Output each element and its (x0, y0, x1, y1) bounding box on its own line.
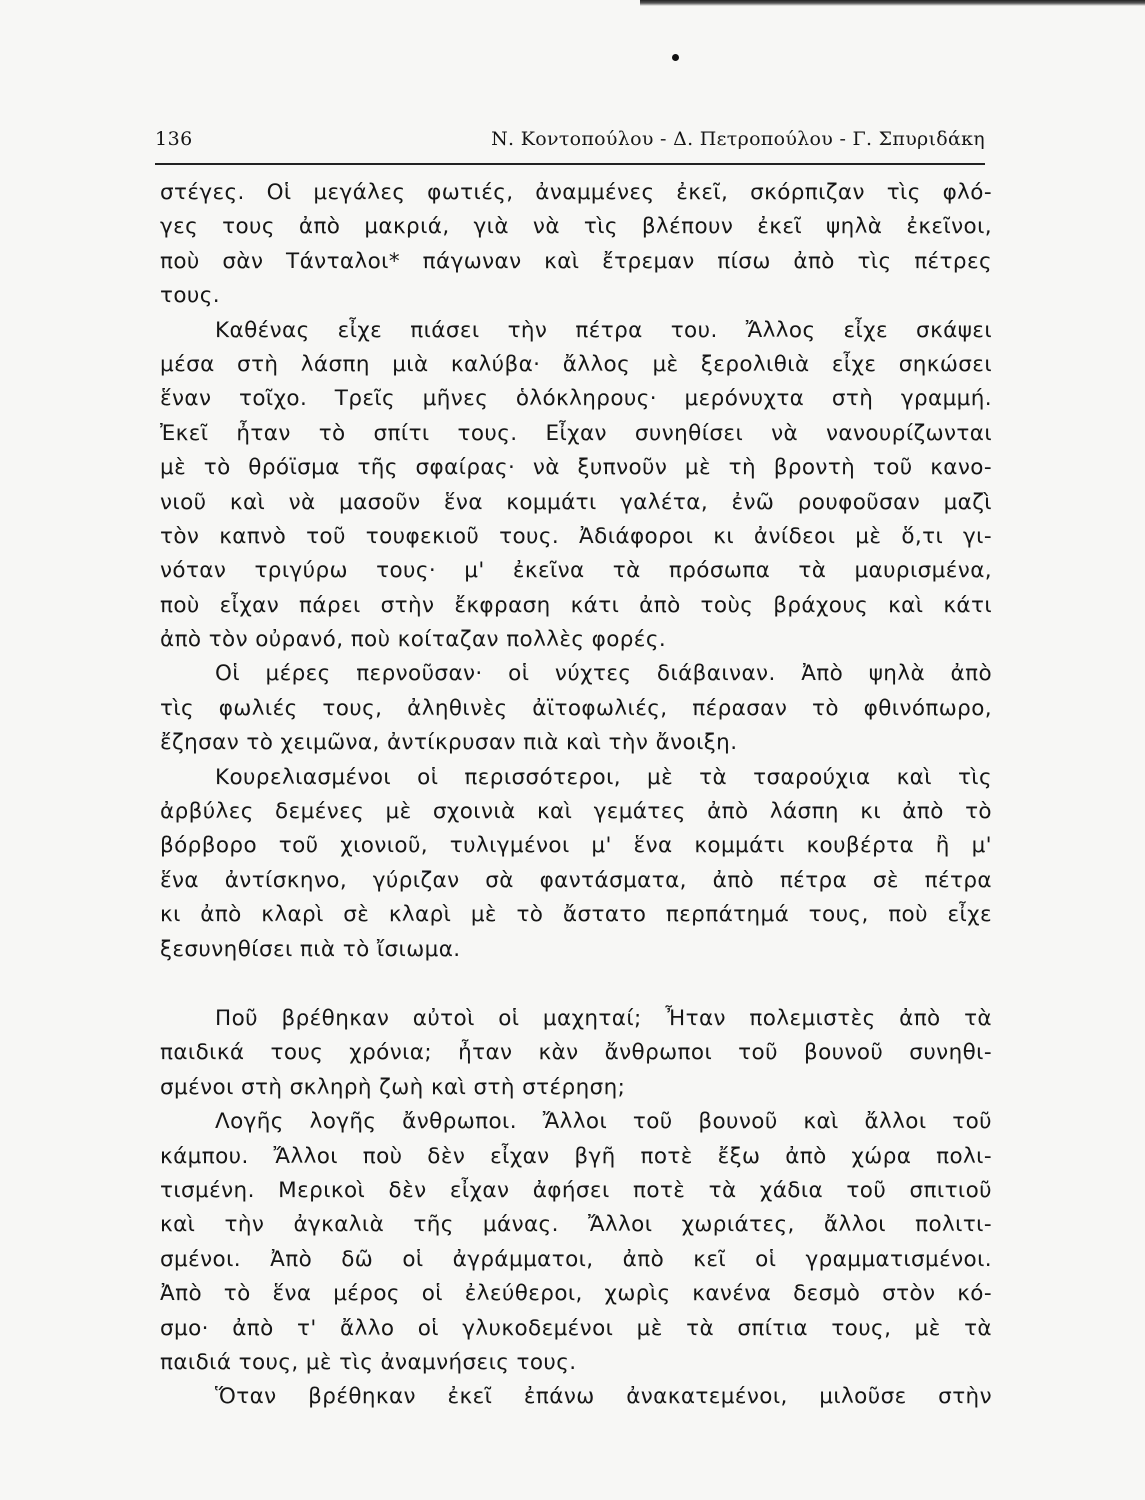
text-line: στέγες. Οἱ μεγάλες φωτιές, ἀναμμένες ἐκεῖ, σκόρπιζαν τὶς φλό- (160, 180, 992, 205)
paragraph (160, 1380, 992, 1414)
text-line: τισμένη. Μερικοὶ δὲν εἶχαν ἀφήσει ποτὲ τὰ χάδια τοῦ σπιτιοῦ (160, 1177, 992, 1203)
text-line: ξεσυνηθίσει πιὰ τὸ ἴσιωμα. (160, 936, 461, 962)
text-line: Ἐκεῖ ἦταν τὸ σπίτι τους. Εἶχαν συνηθίσει νὰ νανουρίζωνται (160, 420, 992, 446)
text-line: ἕναν τοῖχο. Τρεῖς μῆνες ὁλόκληρους· μερόνυχτα στὴ γραμμή. (160, 386, 992, 412)
text-line: ἔζησαν τὸ χειμῶνα, ἀντίκρυσαν πιὰ καὶ τὴν ἄνοιξη. (160, 730, 738, 756)
text-line: τους. (160, 283, 220, 309)
text-line: Κουρελιασμένοι οἱ περισσότεροι, μὲ τὰ τσαρούχια καὶ τὶς (215, 764, 992, 790)
text-line: ἀρβύλες δεμένες μὲ σχοινιὰ καὶ γεμάτες ἀπὸ λάσπη κι ἀπὸ τὸ (160, 799, 992, 825)
page-number: 136 (155, 128, 193, 150)
text-line: μέσα στὴ λάσπη μιὰ καλύβα· ἄλλος μὲ ξερολιθιὰ εἶχε σηκώσει (160, 351, 992, 377)
text-line: νόταν τριγύρω τους· μ' ἐκεῖνα τὰ πρόσωπα τὰ μαυρισμένα, (160, 558, 992, 584)
text-line: Λογῆς λογῆς ἄνθρωποι. Ἄλλοι τοῦ βουνοῦ καὶ ἄλλοι τοῦ (215, 1109, 992, 1135)
text-line: Ἀπὸ τὸ ἕνα μέρος οἱ ἐλεύθεροι, χωρὶς κανένα δεσμὸ στὸν κό- (160, 1281, 992, 1307)
text-line: τὶς φωλιές τους, ἀληθινὲς ἀϊτοφωλιές, πέρασαν τὸ φθινόπωρο, (160, 695, 992, 721)
text-line: παιδικά τους χρόνια; ἦταν κὰν ἄνθρωποι τοῦ βουνοῦ συνηθι- (160, 1040, 992, 1066)
text-line: σμένοι στὴ σκληρὴ ζωὴ καὶ στὴ στέρηση; (160, 1074, 626, 1100)
text-line: τὸν καπνὸ τοῦ τουφεκιοῦ τους. Ἀδιάφοροι κι ἀνίδεοι μὲ ὅ,τι γι- (160, 523, 992, 549)
paragraph (160, 176, 992, 314)
page-top-edge-shadow (640, 0, 1145, 6)
body-text (160, 176, 992, 1415)
text-line: Οἱ μέρες περνοῦσαν· οἱ νύχτες διάβαιναν. Ἀπὸ ψηλὰ ἀπὸ (215, 661, 992, 687)
page-header (155, 128, 985, 162)
text-line: καὶ τὴν ἀγκαλιὰ τῆς μάνας. Ἄλλοι χωριάτες, ἄλλοι πολιτι- (160, 1212, 992, 1238)
section-gap (160, 967, 992, 1002)
text-line: σμένοι. Ἀπὸ δῶ οἱ ἀγράμματοι, ἀπὸ κεῖ οἱ γραμματισμένοι. (160, 1246, 992, 1272)
text-line: ἕνα ἀντίσκηνο, γύριζαν σὰ φαντάσματα, ἀπὸ πέτρα σὲ πέτρα (160, 867, 992, 893)
text-line: μὲ τὸ θρόϊσμα τῆς σφαίρας· νὰ ξυπνοῦν μὲ τὴ βροντὴ τοῦ κανο- (160, 455, 992, 481)
text-line: Ὅταν βρέθηκαν ἐκεῖ ἐπάνω ἀνακατεμένοι, μιλοῦσε στὴν (215, 1384, 992, 1410)
paragraph (160, 1002, 992, 1105)
running-head-authors: Ν. Κοντοπούλου - Δ. Πετροπούλου - Γ. Σπυριδάκη (491, 128, 985, 150)
header-rule (155, 163, 985, 165)
text-line: γες τους ἀπὸ μακριά, γιὰ νὰ τὶς βλέπουν ἐκεῖ ψηλὰ ἐκεῖνοι, (160, 214, 992, 240)
paragraph (160, 761, 992, 967)
text-line: Καθένας εἶχε πιάσει τὴν πέτρα του. Ἄλλος εἶχε σκάψει (215, 317, 992, 343)
ink-dot-mark (672, 54, 679, 61)
text-line: ποὺ σὰν Τάνταλοι* πάγωναν καὶ ἔτρεμαν πίσω ἀπὸ τὶς πέτρες (160, 248, 992, 274)
paragraph (160, 657, 992, 760)
paragraph (160, 314, 992, 658)
text-line: Ποῦ βρέθηκαν αὐτοὶ οἱ μαχηταί; Ἦταν πολεμιστὲς ἀπὸ τὰ (215, 1005, 992, 1031)
text-line: νιοῦ καὶ νὰ μασοῦν ἕνα κομμάτι γαλέτα, ἐνῶ ρουφοῦσαν μαζὶ (160, 489, 992, 515)
paragraph (160, 1105, 992, 1380)
text-line: σμο· ἀπὸ τ' ἄλλο οἱ γλυκοδεμένοι μὲ τὰ σπίτια τους, μὲ τὰ (160, 1315, 992, 1341)
text-line: βόρβορο τοῦ χιονιοῦ, τυλιγμένοι μ' ἕνα κομμάτι κουβέρτα ἢ μ' (160, 833, 992, 859)
text-line: ἀπὸ τὸν οὐρανό, ποὺ κοίταζαν πολλὲς φορές. (160, 627, 667, 653)
text-line: κάμπου. Ἄλλοι ποὺ δὲν εἶχαν βγῆ ποτὲ ἔξω ἀπὸ χώρα πολι- (160, 1143, 992, 1169)
text-line: παιδιά τους, μὲ τὶς ἀναμνήσεις τους. (160, 1349, 577, 1375)
text-line: κι ἀπὸ κλαρὶ σὲ κλαρὶ μὲ τὸ ἄστατο περπάτημά τους, ποὺ εἶχε (160, 902, 992, 928)
text-line: ποὺ εἶχαν πάρει στὴν ἔκφραση κάτι ἀπὸ τοὺς βράχους καὶ κάτι (160, 592, 992, 618)
